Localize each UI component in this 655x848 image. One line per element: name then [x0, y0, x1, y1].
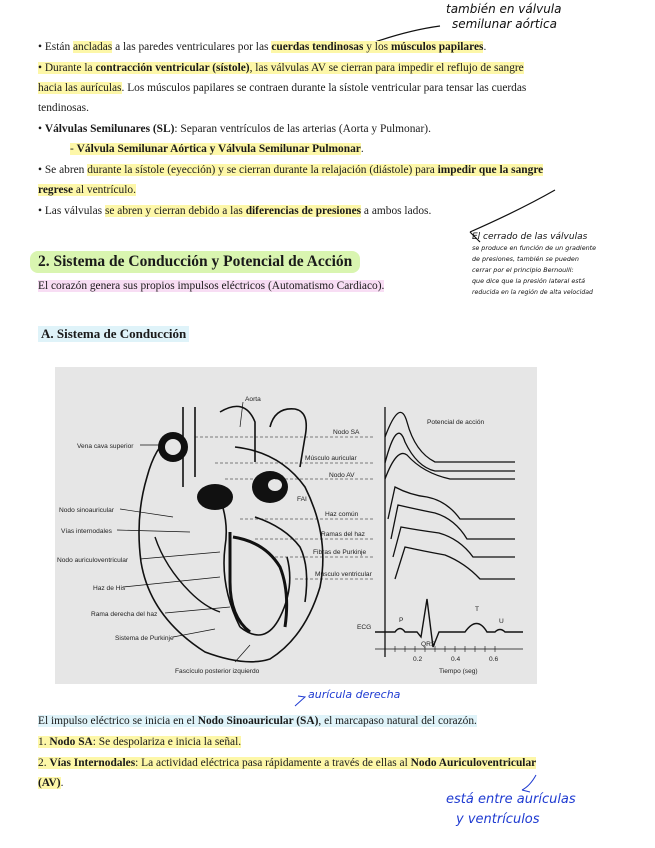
para-sistole-line1: • Durante la contracción ventricular (sístole), las válvulas AV se cierran para impedir el reflujo de sangre: [38, 62, 524, 74]
fig-label-ecg-qrs: QRS: [421, 641, 436, 648]
note-auricula: aurícula derecha: [308, 688, 401, 701]
para-sistole-line3: tendinosas.: [38, 102, 89, 114]
fig-label-nodo-av: Nodo AV: [329, 472, 355, 479]
fig-label-nodo-auriculoventricular: Nodo auriculoventricular: [57, 557, 129, 564]
fig-label-time-axis: Tiempo (seg): [439, 668, 478, 675]
note-top-right-1: también en válvula: [446, 2, 562, 16]
fig-label-nodo-sinoauricular: Nodo sinoauricular: [59, 507, 114, 514]
para-nodo-sa: 1. Nodo SA: Se despolariza e inicia la señal.: [38, 736, 242, 748]
para-apertura-line1: • Se abren durante la sístole (eyección) y se cierran durante la relajación (diástole) para impedir que la sangre: [38, 164, 544, 176]
fig-label-vias-internodales: Vías internodales: [61, 528, 112, 535]
fig-label-fasciculo: Fascículo posterior izquierdo: [175, 668, 260, 675]
para-semilunares-sub: - Válvula Semilunar Aórtica y Válvula Semilunar Pulmonar.: [70, 143, 364, 155]
fig-label-haz-de-his: Haz de His: [93, 585, 126, 592]
para-vias-line2: (AV).: [38, 777, 64, 789]
para-impulso: El impulso eléctrico se inicia en el Nodo Sinoauricular (SA), el marcapaso natural del corazón.: [38, 715, 477, 727]
fig-label-tick-06: 0.6: [489, 656, 499, 663]
fig-label-potencial: Potencial de acción: [427, 419, 485, 426]
note-between-1: está entre aurículas: [446, 792, 576, 807]
conduction-figure: [55, 367, 537, 684]
fig-label-ecg-t: T: [475, 606, 480, 613]
intro-text: El corazón genera sus propios impulsos eléctricos (Automatismo Cardiaco).: [38, 280, 385, 292]
fig-label-musculo-ventricular: Músculo ventricular: [315, 571, 372, 578]
fig-label-fibras-purkinje: Fibras de Purkinje: [313, 549, 367, 556]
para-apertura-line2: regrese al ventrículo.: [38, 184, 136, 196]
para-sistole-line2: hacia las aurículas. Los músculos papilares se contraen durante la sístole ventricular para tensar las cuerdas: [38, 82, 527, 94]
fig-label-haz-comun: Haz común: [325, 511, 359, 518]
note-between-2: y ventrículos: [456, 812, 540, 827]
note-side: El cerrado de las válvulas se produce en función de un gradiente de presiones, también se pueden cerrar por el principio Bernoulli: que dice que la presión lateral está reducida en la región de alta velocidad: [472, 232, 597, 296]
fig-label-aorta: Aorta: [245, 396, 261, 403]
fig-label-tick-02: 0.2: [413, 656, 423, 663]
fig-label-vena-cava: Vena cava superior: [77, 443, 134, 450]
para-presiones: • Las válvulas se abren y cierran debido a las diferencias de presiones a ambos lados.: [38, 205, 432, 217]
fig-label-purkinje: Sistema de Purkinje: [115, 635, 174, 642]
section-heading: 2. Sistema de Conducción y Potencial de Acción: [30, 251, 360, 273]
fig-label-ecg-p: P: [399, 617, 404, 624]
fig-label-tick-04: 0.4: [451, 656, 461, 663]
fig-label-ecg-u: U: [499, 618, 504, 625]
fig-label-ecg: ECG: [357, 624, 372, 631]
fig-label-rama-derecha: Rama derecha del haz: [91, 611, 158, 618]
note-top-right-2: semilunar aórtica: [452, 17, 557, 31]
fig-label-nodo-sa: Nodo SA: [333, 429, 360, 436]
para-semilunares: • Válvulas Semilunares (SL): Separan ventrículos de las arterias (Aorta y Pulmonar).: [38, 123, 431, 135]
para-vias-line1: 2. Vías Internodales: La actividad eléctrica pasa rápidamente a través de ellas al Nodo Auriculoventricular: [38, 757, 537, 769]
para-anclaje: • Están ancladas a las paredes ventriculares por las cuerdas tendinosas y los músculos papilares.: [38, 41, 487, 53]
fig-label-ramas-del-haz: Ramas del haz: [321, 531, 365, 538]
fig-label-fai: FAI: [297, 496, 307, 503]
subsection-heading: A. Sistema de Conducción: [38, 326, 189, 342]
fig-label-musculo-auricular: Músculo auricular: [305, 455, 357, 462]
